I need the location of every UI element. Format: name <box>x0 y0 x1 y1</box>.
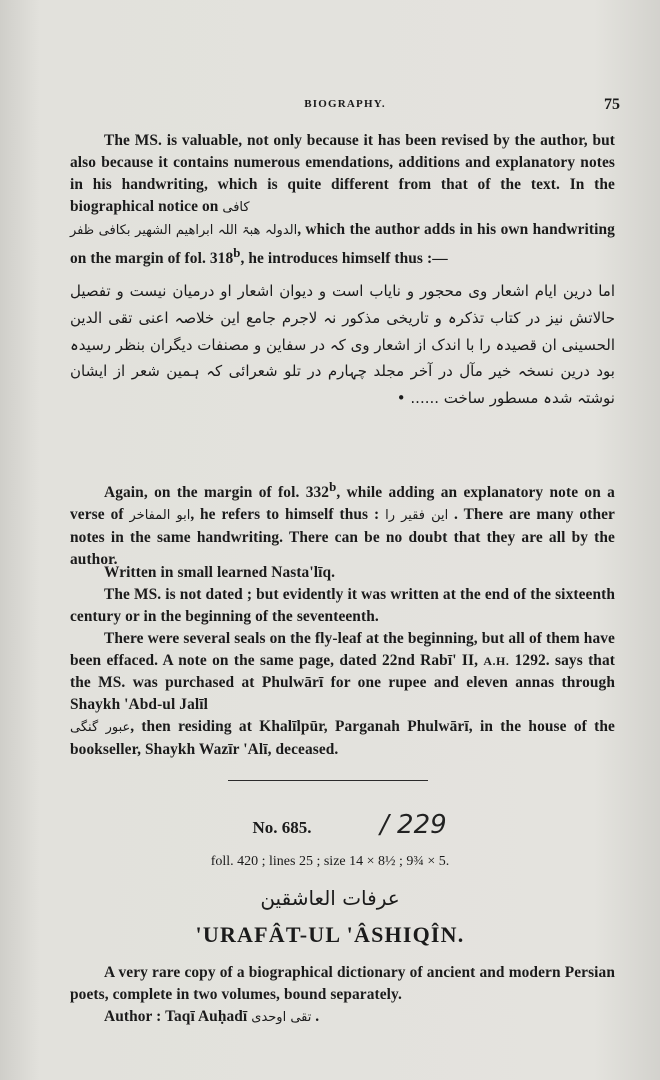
author-persian: تقی اوحدی <box>251 1010 312 1025</box>
folio-superscript: b <box>233 246 241 260</box>
paragraph-date: The MS. is not dated ; but evidently it was written at the end of the sixteenth century or in the beginning of the seventeenth. <box>70 586 615 625</box>
paragraph-script: Written in small learned Nasta'līq. <box>104 564 336 581</box>
persian-self-reference: این فقیر را <box>385 508 449 524</box>
p2-text2: , while adding an explanatory note on a verse of <box>70 484 615 524</box>
paragraph-description <box>70 130 615 270</box>
author-label: Author : <box>104 1008 166 1025</box>
entry-number-line <box>0 810 660 840</box>
ah-abbrev: A.H. <box>483 654 510 668</box>
author-end: . <box>311 1008 320 1025</box>
section-divider <box>228 780 428 781</box>
running-head: BIOGRAPHY. <box>304 98 386 110</box>
paragraph-summary: A very rare copy of a biographical dictionary of ancient and modern Persian poets, complete in two volumes, bound separately. <box>70 964 615 1003</box>
paragraph-seals <box>70 628 615 761</box>
p1-text3: , he introduces himself thus :— <box>240 250 448 268</box>
p5-text2: 1292. says that the MS. was purchased at Phulwārī for one rupee and eleven annas through Shaykh 'Abd-ul Jalīl <box>70 652 615 713</box>
persian-name-ubur: عبور گنگی <box>70 720 131 735</box>
author-name: Taqī Auḥadī <box>165 1008 248 1025</box>
title-english: 'URAFÂT-UL 'ÂSHIQÎN. <box>195 922 465 947</box>
folio-details: foll. 420 ; lines 25 ; size 14 × 8½ ; 9¾ × 5. <box>210 854 450 869</box>
p2-text: Again, on the margin of fol. 332 <box>104 484 330 502</box>
persian-name-kafi: کافی <box>222 200 250 215</box>
p1-text: The MS. is valuable, not only because it has been revised by the author, but also because it contains numerous emendations, additions and explanatory notes in his handwriting, which is quite different from that of the text. In the biographical notice on <box>70 132 615 215</box>
page-header <box>70 96 620 118</box>
p1-text2: , which the author adds in his own handwriting on the margin of fol. 318 <box>70 221 615 268</box>
p5-text3: , then residing at Khalīlpūr, Parganah Phulwārī, in the house of the bookseller, Shaykh Wazīr 'Alī, deceased. <box>70 718 615 758</box>
paragraph-margin-note <box>70 476 615 571</box>
p5-text: There were several seals on the fly-leaf at the beginning, but all of them have been effaced. A note on the same page, dated 22nd Rabī' II, <box>70 630 615 669</box>
handwritten-number: / 229 <box>380 810 447 840</box>
p2-text4: . There are many other notes in the same handwriting. There can be no doubt that they are all by the author. <box>70 506 615 569</box>
entry-number: No. 685. <box>252 818 312 837</box>
author-line <box>70 1006 615 1029</box>
folio-superscript: b <box>329 480 337 494</box>
persian-full-name: الدولہ ھبۃ اللہ ابراھیم الشھیر بکافی ظفر <box>70 223 298 238</box>
page-number: 75 <box>604 96 620 113</box>
persian-poet-name: ابو المفاخر <box>129 508 191 524</box>
persian-quotation: اما درین ایام اشعار وی محجور و نایاب است و دیوان اشعار او درمیان نیست و تفصیل حالاتش نیز در کتاب تذکرہ و تاریخی مذکور نہ لاجرم جامع این خلاصہ اعنی تقی الدین الحسینی ان قصیدہ را با اندک از اشعار وی کہ در سفاین و مصنفات دیگران بنظر رسیدہ بود درین نسخہ خیر مآل در آخر مجلد چہارم در تلو شعرائی کہ ہمین شعر از ایشان نوشتہ شدہ مسطور ساخت ...... • <box>70 282 615 408</box>
p2-text3: , he refers to himself thus : <box>190 506 386 524</box>
title-persian: عرفات العاشقین <box>260 886 400 910</box>
